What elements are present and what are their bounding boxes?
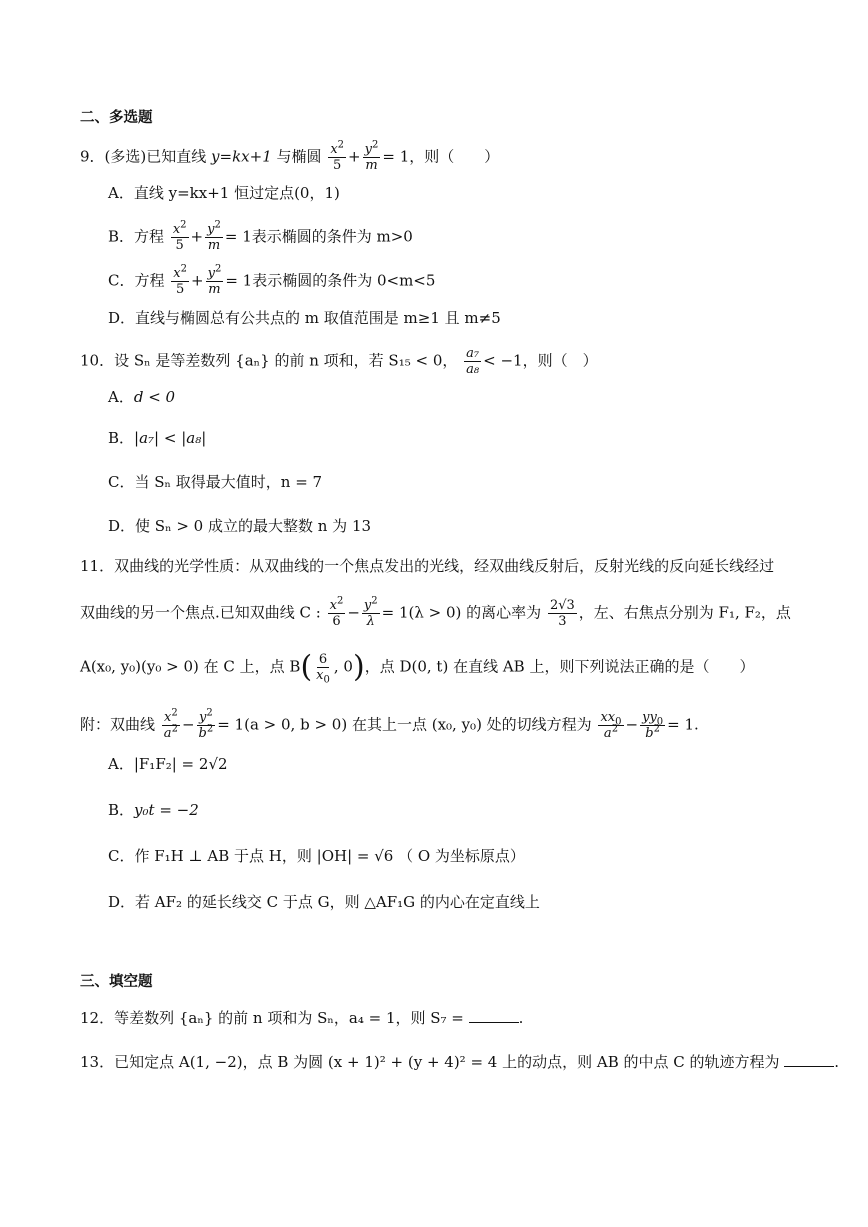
question-number: 13．: [80, 1053, 115, 1071]
option-d: [108, 516, 371, 536]
question-text: 设 Sₙ 是等差数列 {aₙ} 的前 n 项和，若 S₁₅ < 0，: [114, 351, 458, 370]
question-10: [80, 346, 598, 377]
question-text: 已知定点 A(1, −2)，点 B 为圆 (x + 1)² + (y + 4)² = 4 上的动点，则 AB 的中点 C 的轨迹方程为: [114, 1053, 780, 1071]
fraction: $\frac{6}{x_0}$: [316, 652, 330, 686]
fraction: $\frac{x^2}{5}$: [172, 219, 187, 253]
question-number: 12．: [80, 1009, 115, 1027]
option-label: B．: [108, 227, 135, 246]
fraction-numerator: a₇: [466, 346, 480, 361]
option-text: 若 AF₂ 的延长线交 C 于点 G，则 △AF₁G 的内心在定直线上: [135, 893, 540, 911]
option-b: [108, 800, 199, 820]
option-label: D．: [108, 893, 136, 911]
option-c: [108, 472, 322, 492]
option-b: [108, 428, 206, 448]
fraction: $\frac{y^2}{m}$: [364, 139, 379, 173]
question-13: [80, 1052, 839, 1072]
option-label: B．: [108, 429, 135, 447]
option-text: 表示椭圆的条件为 m>0: [251, 227, 413, 246]
fraction-denominator: a₈: [466, 362, 480, 377]
option-a: [108, 387, 175, 407]
fraction: $\frac{x^2}{a^2}$: [163, 707, 178, 741]
question-text: < −1，则（ ）: [483, 351, 598, 370]
fraction: $\frac{2√3}{3}$: [549, 598, 575, 629]
question-text: ，点 D(0, t) 在直线 AB 上，则下列说法正确的是（ ）: [364, 657, 755, 676]
option-c: C．方程 $\frac{x^2}{5}$ + $\frac{y^2}{m}$ = 1表示椭圆的条件为 0<m<5: [108, 263, 436, 297]
fraction: $\frac{xx_0}{a^2}$: [600, 710, 622, 741]
question-text: 双曲线的光学性质：从双曲线的一个焦点发出的光线，经双曲线反射后，反射光线的反向延长线经过: [114, 557, 775, 575]
question-text: = 1.: [667, 715, 699, 734]
section-title: 三、填空题: [80, 974, 153, 990]
option-label: C．: [108, 473, 135, 491]
fraction: $\frac{x^2}{5}$: [330, 139, 345, 173]
answer-blank[interactable]: [784, 1052, 834, 1067]
option-d: [108, 892, 540, 912]
option-text: y₀t = −2: [134, 801, 199, 819]
option-a: [108, 754, 228, 774]
question-text: (多选)已知直线: [104, 147, 207, 166]
fraction: $\frac{y^2}{b^2}$: [198, 707, 214, 741]
question-text: .: [518, 1009, 524, 1027]
fraction: $\frac{y^2}{m}$: [207, 219, 221, 253]
section-title: 二、多选题: [80, 110, 153, 126]
fraction: $\frac{y^2}{\lambda}$: [363, 595, 378, 629]
question-text: = 1(a > 0, b > 0) 在其上一点 (x₀, y₀) 处的切线方程为: [217, 715, 592, 734]
question-text: 双曲线的另一个焦点.已知双曲线 C :: [80, 603, 321, 622]
option-label: A．: [108, 388, 134, 406]
question-11-line3: A(x₀, y₀)(y₀ > 0) 在 C 上，点 B( $\frac{6}{x_0}$ , 0)，点 D(0, t) 在直线 AB 上，则下列说法正确的是（ ）: [80, 649, 755, 686]
question-12: [80, 1008, 523, 1028]
fraction: $\frac{x^2}{5}$: [173, 263, 187, 297]
question-number: 10．: [80, 351, 115, 370]
option-label: C．: [108, 847, 135, 865]
question-11-line1: [80, 556, 774, 576]
option-text: 直线与椭圆总有公共点的 m 取值范围是 m≥1 且 m≠5: [135, 309, 501, 327]
option-label: D．: [108, 309, 136, 327]
question-text: = 1(λ > 0) 的离心率为: [381, 603, 542, 622]
option-d: [108, 308, 501, 328]
question-text: .: [834, 1053, 840, 1071]
option-label: B．: [108, 801, 135, 819]
question-text: A(x₀, y₀)(y₀ > 0) 在 C 上，点 B: [80, 657, 301, 676]
option-a: [108, 183, 340, 203]
option-text: |a₇| < |a₈|: [134, 429, 207, 447]
fraction: $\frac{x^2}{6}$: [329, 595, 344, 629]
line-equation: y=kx+1: [211, 147, 272, 166]
question-text: 附：双曲线: [80, 715, 156, 734]
option-c: [108, 846, 525, 866]
option-text: 作 F₁H ⊥ AB 于点 H，则 |OH| = √6 （ O 为坐标原点）: [134, 847, 525, 865]
question-9: 9．(多选)已知直线 y=kx+1 与椭圆 $\frac{x^2}{5}$ + $\frac{y^2}{m}$ = 1，则（ ）: [80, 139, 500, 173]
question-text: 与椭圆: [276, 147, 322, 166]
question-text: ，则（ ）: [409, 147, 500, 166]
option-text: 当 Sₙ 取得最大值时，n = 7: [134, 473, 323, 491]
option-text: 方程: [134, 271, 165, 290]
option-label: C．: [108, 271, 135, 290]
option-text: 方程: [134, 227, 165, 246]
question-number: 9．: [80, 147, 105, 166]
option-text: 表示椭圆的条件为 0<m<5: [252, 271, 436, 290]
option-text: |F₁F₂| = 2√2: [133, 755, 228, 773]
option-label: A．: [108, 755, 134, 773]
option-text: 直线 y=kx+1 恒过定点(0，1): [133, 184, 340, 202]
fraction: $\frac{yy_0}{b^2}$: [642, 710, 664, 741]
question-number: 11．: [80, 557, 115, 575]
option-label: D．: [108, 517, 136, 535]
option-b: B．方程 $\frac{x^2}{5}$ + $\frac{y^2}{m}$ = 1表示椭圆的条件为 m>0: [108, 219, 413, 253]
question-text: ，左、右焦点分别为 F₁, F₂，点: [578, 603, 791, 622]
question-11-line2: 双曲线的另一个焦点.已知双曲线 C : $\frac{x^2}{6}$ − $\frac{y^2}{\lambda}$ = 1(λ > 0) 的离心率为 $\frac{2√3}{3}$ ，左、右焦点分别为 F₁, F₂，点: [80, 595, 791, 629]
fraction: $\frac{y^2}{m}$: [207, 263, 222, 297]
question-text: 等差数列 {aₙ} 的前 n 项和为 Sₙ，a₄ = 1，则 S₇ =: [114, 1009, 464, 1027]
option-text: d < 0: [133, 388, 176, 406]
option-label: A．: [108, 184, 134, 202]
question-11-note: 附：双曲线 $\frac{x^2}{a^2}$ − $\frac{y^2}{b^2}$ = 1(a > 0, b > 0) 在其上一点 (x₀, y₀) 处的切线方程为 $\frac{xx_0}{a^2}$ − $\frac{yy_0}{b^2}$ = 1.: [80, 707, 699, 741]
answer-blank[interactable]: [469, 1008, 519, 1023]
fraction: [464, 346, 481, 377]
option-text: 使 Sₙ > 0 成立的最大整数 n 为 13: [135, 517, 372, 535]
